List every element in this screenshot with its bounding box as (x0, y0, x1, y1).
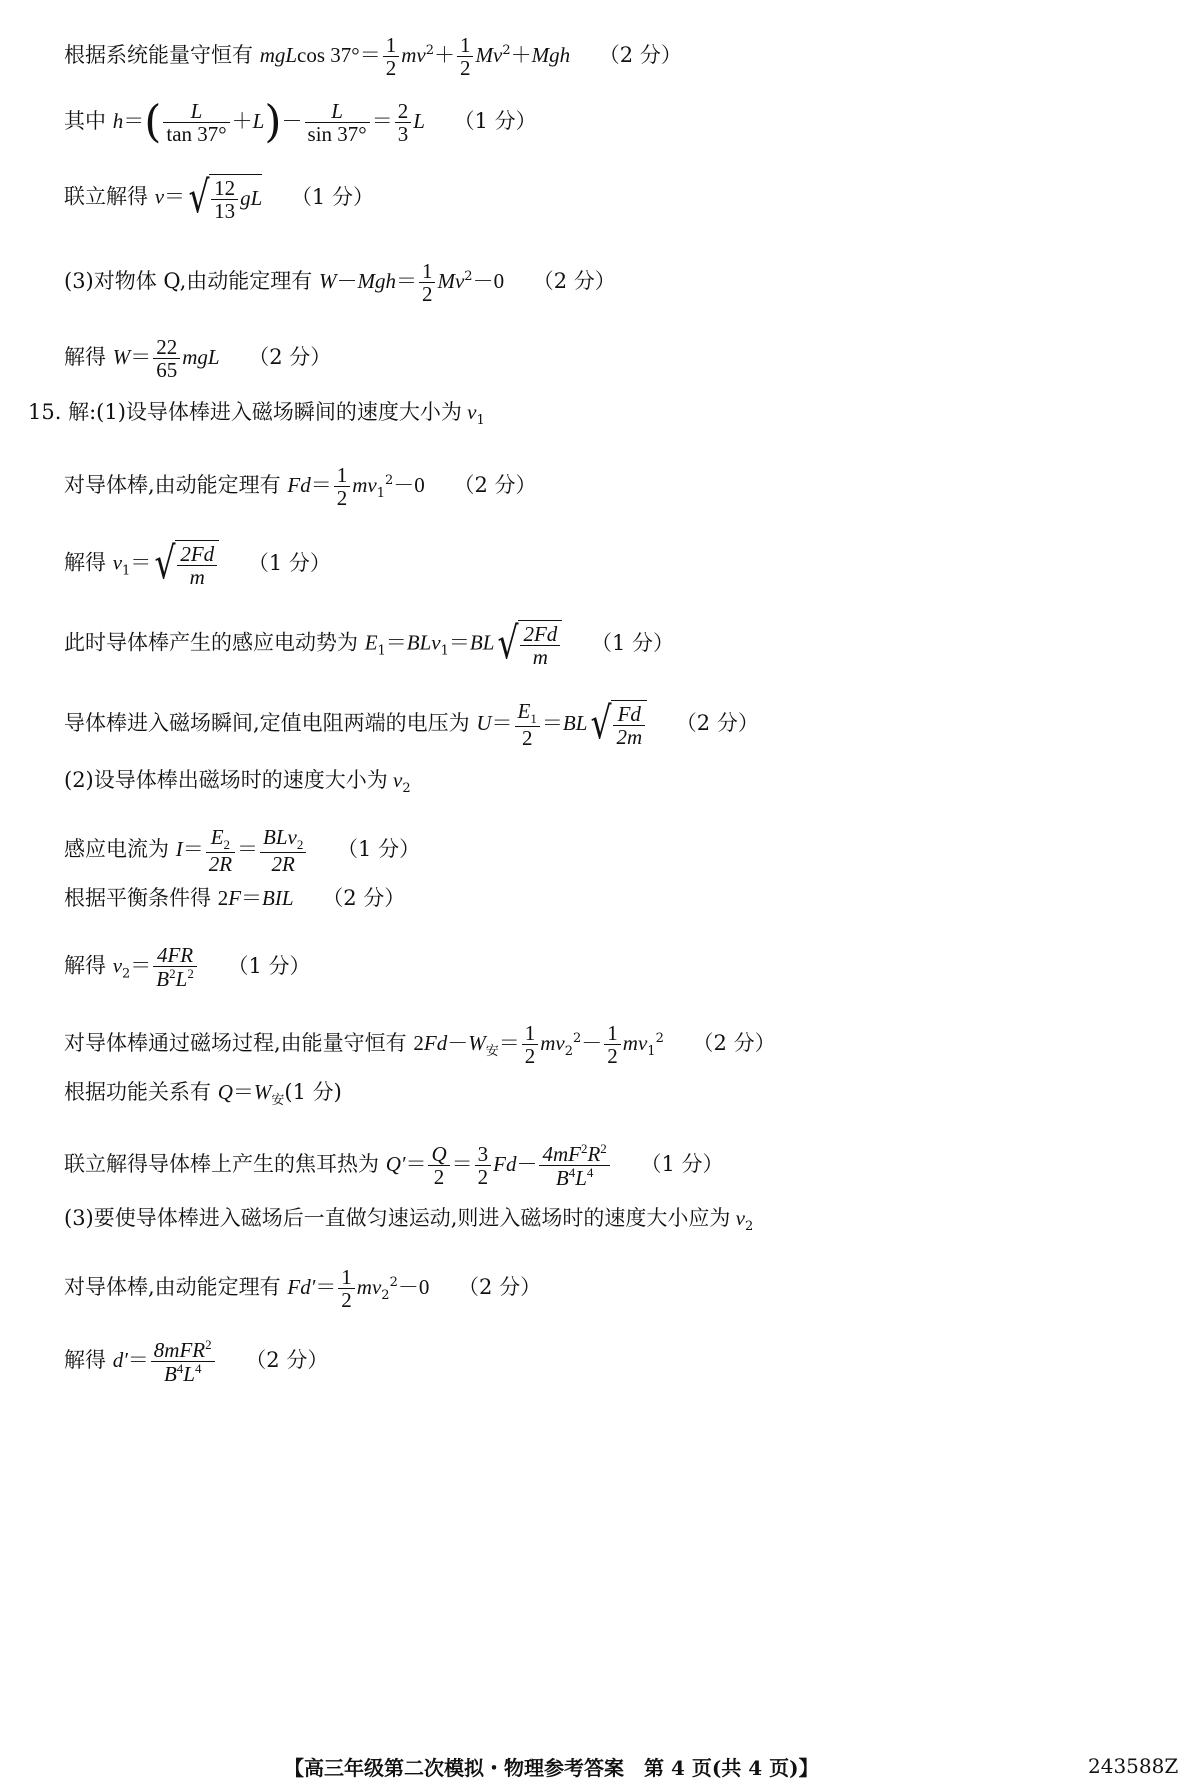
line-energy-conservation: 根据系统能量守恒有 mgLcos 37°＝ $\frac{1}{2}$ $mv^2+$ $\frac{1}{2}$ $Mv^2+Mgh$ （2 分） (64, 33, 682, 81)
score: （1 分） (337, 836, 421, 861)
part-3-intro: (3)要使导体棒进入磁场后一直做匀速运动,则进入磁场时的速度大小应为 $v_2$ (64, 1206, 754, 1235)
score: （2 分） (458, 1275, 542, 1300)
score: （1 分） (290, 184, 374, 209)
score: （2 分） (453, 473, 537, 498)
score: （2 分） (675, 710, 759, 735)
line-work-energy-Q: (3)对物体 Q,由动能定理有 W－Mgh＝ $\frac{1}{2}$ $Mv^2-0$ （2 分） (64, 259, 616, 307)
line-solve-d: 解得 d′＝ $\frac{8mFR^2}{B^4L^4}$ （2 分） (64, 1337, 329, 1387)
line-solve-W: 解得 W＝ $\frac{22}{65}$ mgL （2 分） (64, 335, 332, 383)
score: （1 分） (247, 550, 331, 575)
line-text: 导体棒进入磁场瞬间,定值电阻两端的电压为 (64, 710, 470, 735)
line-text: 其中 (64, 109, 106, 134)
score: （1 分） (453, 109, 537, 134)
score: （2 分） (245, 1348, 329, 1373)
line-text: 感应电流为 (64, 836, 169, 861)
line-text: 对导体棒,由动能定理有 (64, 473, 281, 498)
line-text: 联立解得 (64, 184, 148, 209)
line-solve-v: 联立解得 v＝√ $\frac{12}{13}$ gL （1 分） (64, 172, 374, 224)
question-15-intro: 15. 解:(1)设导体棒进入磁场瞬间的速度大小为 $v_1$ (28, 400, 485, 429)
line-text: 根据系统能量守恒有 (64, 43, 253, 68)
line-text: 解得 (64, 345, 106, 370)
line-text: 联立解得导体棒上产生的焦耳热为 (64, 1152, 379, 1177)
line-solve-v1: 解得 $v_1=√$ $\frac{2Fd}{m}$ （1 分） (64, 538, 331, 590)
line-text: 此时导体棒产生的感应电动势为 (64, 630, 358, 655)
line-solve-v2: 解得 $v_2=$ $\frac{4FR}{B^2L^2}$ （1 分） (64, 943, 311, 992)
line-work-relation: 根据功能关系有 $Q=W_安(1$ 分) (64, 1080, 342, 1109)
line-text: 解得 (64, 1348, 106, 1373)
line-height-relation: 其中 h＝( $\frac{L}{\tan 37^\circ}$ ＋L)－ $\frac{L}{\sin 37^\circ}$ ＝ $\frac{2}{3}$ L （1 分） (64, 96, 537, 148)
line-work-energy-rod: 对导体棒,由动能定理有 Fd＝ $\frac{1}{2}$ $mv_1^2-0$ （2 分） (64, 463, 537, 511)
line-emf: 此时导体棒产生的感应电动势为 $E_1=BLv_1=BL√$ $\frac{2Fd}{m}$ （1 分） (64, 618, 675, 670)
part-2-intro: (2)设导体棒出磁场时的速度大小为 $v_2$ (64, 768, 411, 797)
line-text: 15. 解:(1)设导体棒进入磁场瞬间的速度大小为 (28, 400, 462, 424)
score: （2 分） (598, 43, 682, 68)
page-footer: 【高三年级第二次模拟・物理参考答案 第 4 页(共 4 页)】 (284, 1756, 819, 1780)
score: （2 分） (532, 269, 616, 294)
line-current: 感应电流为 I＝ $\frac{E_2}{2R}$ ＝ $\frac{BLv_2}{2R}$ （1 分） (64, 825, 421, 876)
score: (1 分) (284, 1080, 342, 1104)
line-joule-heat: 联立解得导体棒上产生的焦耳热为 Q′＝ $\frac{Q}{2}$ ＝ $\frac{3}{2}$ Fd－ $\frac{4mF^2R^2}{B^4L^4}$ （1 分） (64, 1141, 724, 1191)
score: （1 分） (640, 1152, 724, 1177)
fraction: $\frac{1}{2}$ (457, 34, 474, 79)
line-energy-through-field: 对导体棒通过磁场过程,由能量守恒有 $2Fd-W_安=$ $\frac{1}{2}$ $mv_2^2-$ $\frac{1}{2}$ $mv_1^2$ （2 分） (64, 1021, 776, 1069)
line-text: 对导体棒,由动能定理有 (64, 1275, 281, 1300)
line-text: 根据平衡条件得 (64, 886, 211, 910)
score: （1 分） (227, 953, 311, 978)
score: （1 分） (590, 630, 675, 655)
score: （2 分） (322, 886, 406, 910)
document-code: 243588Z (1088, 1754, 1179, 1778)
fraction: $\frac{1}{2}$ (383, 34, 400, 79)
score: （2 分） (692, 1031, 776, 1056)
line-text: 解得 (64, 953, 106, 978)
line-resistor-voltage: 导体棒进入磁场瞬间,定值电阻两端的电压为 U＝ $\frac{E_1}{2}$ ＝BL√ $\frac{Fd}{2m}$ （2 分） (64, 698, 759, 750)
line-text: 根据功能关系有 (64, 1080, 211, 1104)
line-equilibrium: 根据平衡条件得 2F＝BIL （2 分） (64, 886, 406, 910)
line-text: 解得 (64, 550, 106, 575)
line-work-energy-d: 对导体棒,由动能定理有 Fd′＝ $\frac{1}{2}$ $mv_2^2-0$ （2 分） (64, 1265, 542, 1313)
line-text: (3)要使导体棒进入磁场后一直做匀速运动,则进入磁场时的速度大小应为 (64, 1206, 731, 1230)
formula: mgL (259, 43, 298, 68)
line-text: 对导体棒通过磁场过程,由能量守恒有 (64, 1031, 407, 1056)
line-text: (2)设导体棒出磁场时的速度大小为 (64, 768, 388, 792)
score: （2 分） (248, 345, 332, 370)
line-text: (3)对物体 Q,由动能定理有 (64, 269, 313, 294)
